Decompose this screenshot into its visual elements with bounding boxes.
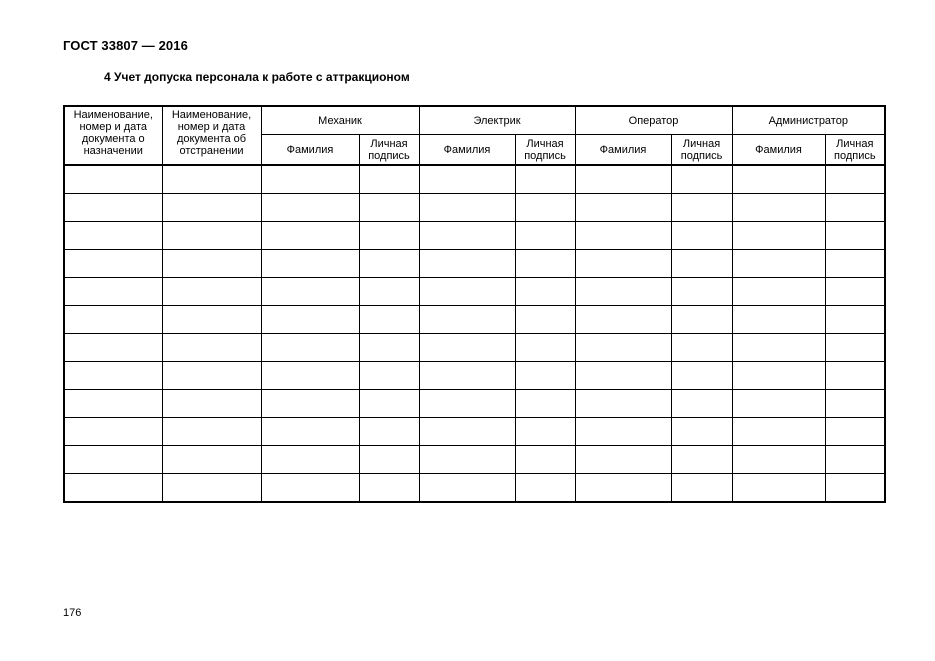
table-cell [162, 418, 261, 446]
table-cell [419, 390, 515, 418]
table-cell [419, 474, 515, 503]
table-cell [671, 334, 732, 362]
table-cell [64, 446, 162, 474]
table-cell [419, 418, 515, 446]
table-row [64, 222, 885, 250]
table-row [64, 390, 885, 418]
table-cell [825, 278, 885, 306]
table-cell [419, 446, 515, 474]
table-cell [515, 250, 575, 278]
table-cell [162, 446, 261, 474]
table-row [64, 306, 885, 334]
administrator-signature-header: Личная подпись [825, 135, 885, 166]
electrician-surname-header: Фамилия [419, 135, 515, 166]
table-cell [732, 278, 825, 306]
table-cell [732, 250, 825, 278]
table-cell [575, 334, 671, 362]
table-cell [515, 474, 575, 503]
table-cell [732, 446, 825, 474]
table-cell [64, 474, 162, 503]
table-cell [825, 362, 885, 390]
mechanic-signature-header: Личная подпись [359, 135, 419, 166]
table-cell [359, 222, 419, 250]
table-cell [732, 165, 825, 194]
table-cell [419, 334, 515, 362]
table-cell [825, 165, 885, 194]
table-cell [261, 390, 359, 418]
table-cell [261, 474, 359, 503]
table-cell [515, 362, 575, 390]
table-cell [825, 306, 885, 334]
table-cell [671, 165, 732, 194]
table-cell [359, 334, 419, 362]
table-cell [359, 362, 419, 390]
electrician-signature-header: Личная подпись [515, 135, 575, 166]
table-cell [825, 222, 885, 250]
table-cell [575, 194, 671, 222]
table-cell [825, 250, 885, 278]
table-cell [162, 278, 261, 306]
table-cell [732, 362, 825, 390]
table-cell [732, 222, 825, 250]
table-header-row [64, 106, 885, 135]
table-cell [825, 446, 885, 474]
table-cell [671, 278, 732, 306]
mechanic-surname-header: Фамилия [261, 135, 359, 166]
table-cell [359, 390, 419, 418]
table-row [64, 418, 885, 446]
group-header-electrician: Электрик [419, 106, 575, 135]
table-cell [575, 250, 671, 278]
table-cell [575, 418, 671, 446]
table-cell [825, 418, 885, 446]
table-cell [261, 278, 359, 306]
administrator-surname-header: Фамилия [732, 135, 825, 166]
table-cell [515, 334, 575, 362]
table-cell [261, 362, 359, 390]
document-code: ГОСТ 33807 — 2016 [63, 38, 188, 53]
table-cell [359, 250, 419, 278]
table-cell [825, 390, 885, 418]
table-row [64, 446, 885, 474]
table-cell [575, 306, 671, 334]
table-cell [359, 165, 419, 194]
table-cell [515, 222, 575, 250]
table-cell [732, 474, 825, 503]
table-cell [162, 194, 261, 222]
table-cell [64, 194, 162, 222]
table-cell [732, 334, 825, 362]
table-cell [261, 446, 359, 474]
table-cell [825, 194, 885, 222]
table-cell [515, 418, 575, 446]
table-cell [515, 278, 575, 306]
table-cell [64, 278, 162, 306]
table-row [64, 362, 885, 390]
operator-signature-header: Личная подпись [671, 135, 732, 166]
table-cell [64, 306, 162, 334]
table-cell [419, 278, 515, 306]
group-header-administrator: Администратор [732, 106, 885, 135]
table-cell [732, 418, 825, 446]
table-cell [261, 194, 359, 222]
table-cell [64, 222, 162, 250]
table-cell [575, 362, 671, 390]
table-body [64, 165, 885, 502]
page-number: 176 [63, 607, 82, 619]
table-cell [359, 306, 419, 334]
group-header-mechanic: Механик [261, 106, 419, 135]
table-cell [162, 362, 261, 390]
table-cell [419, 250, 515, 278]
table-cell [515, 306, 575, 334]
table-cell [671, 362, 732, 390]
table-cell [732, 194, 825, 222]
table-cell [825, 474, 885, 503]
table-cell [671, 390, 732, 418]
table-cell [671, 194, 732, 222]
table-cell [732, 306, 825, 334]
appointment-document-header: Наименование, номер и дата документа о назначении [64, 106, 162, 165]
table-row [64, 474, 885, 503]
operator-surname-header: Фамилия [575, 135, 671, 166]
table-cell [162, 222, 261, 250]
table-cell [575, 446, 671, 474]
table-cell [671, 446, 732, 474]
table-cell [162, 165, 261, 194]
table-cell [515, 194, 575, 222]
table-cell [359, 474, 419, 503]
table-cell [162, 474, 261, 503]
table-row [64, 194, 885, 222]
table-cell [419, 194, 515, 222]
dismissal-document-header: Наименование, номер и дата документа об отстранении [162, 106, 261, 165]
table-cell [64, 418, 162, 446]
table-cell [64, 165, 162, 194]
table-cell [671, 418, 732, 446]
table-cell [575, 474, 671, 503]
table-cell [261, 418, 359, 446]
personnel-admission-table [63, 105, 886, 503]
table-cell [419, 362, 515, 390]
table-cell [671, 222, 732, 250]
group-header-operator: Оператор [575, 106, 732, 135]
table-row [64, 250, 885, 278]
table-cell [419, 306, 515, 334]
table-row [64, 334, 885, 362]
table-cell [359, 194, 419, 222]
table-cell [732, 390, 825, 418]
table-row [64, 278, 885, 306]
table-cell [825, 334, 885, 362]
table-cell [419, 165, 515, 194]
table-cell [162, 334, 261, 362]
table-row [64, 165, 885, 194]
table-cell [671, 474, 732, 503]
table-cell [575, 222, 671, 250]
table-cell [575, 278, 671, 306]
table-cell [575, 390, 671, 418]
table-cell [64, 250, 162, 278]
table-cell [515, 446, 575, 474]
table-cell [261, 306, 359, 334]
table-cell [261, 165, 359, 194]
table-cell [515, 390, 575, 418]
table-cell [162, 390, 261, 418]
table-cell [359, 418, 419, 446]
table-cell [359, 446, 419, 474]
table-cell [64, 334, 162, 362]
table-cell [261, 222, 359, 250]
table-cell [359, 278, 419, 306]
table-cell [515, 165, 575, 194]
table-cell [162, 250, 261, 278]
table-cell [419, 222, 515, 250]
table-cell [64, 390, 162, 418]
table-cell [575, 165, 671, 194]
table-cell [64, 362, 162, 390]
table-cell [671, 250, 732, 278]
section-title: 4 Учет допуска персонала к работе с аттракционом [104, 70, 410, 84]
table-cell [671, 306, 732, 334]
table-cell [261, 334, 359, 362]
table-cell [162, 306, 261, 334]
table-cell [261, 250, 359, 278]
